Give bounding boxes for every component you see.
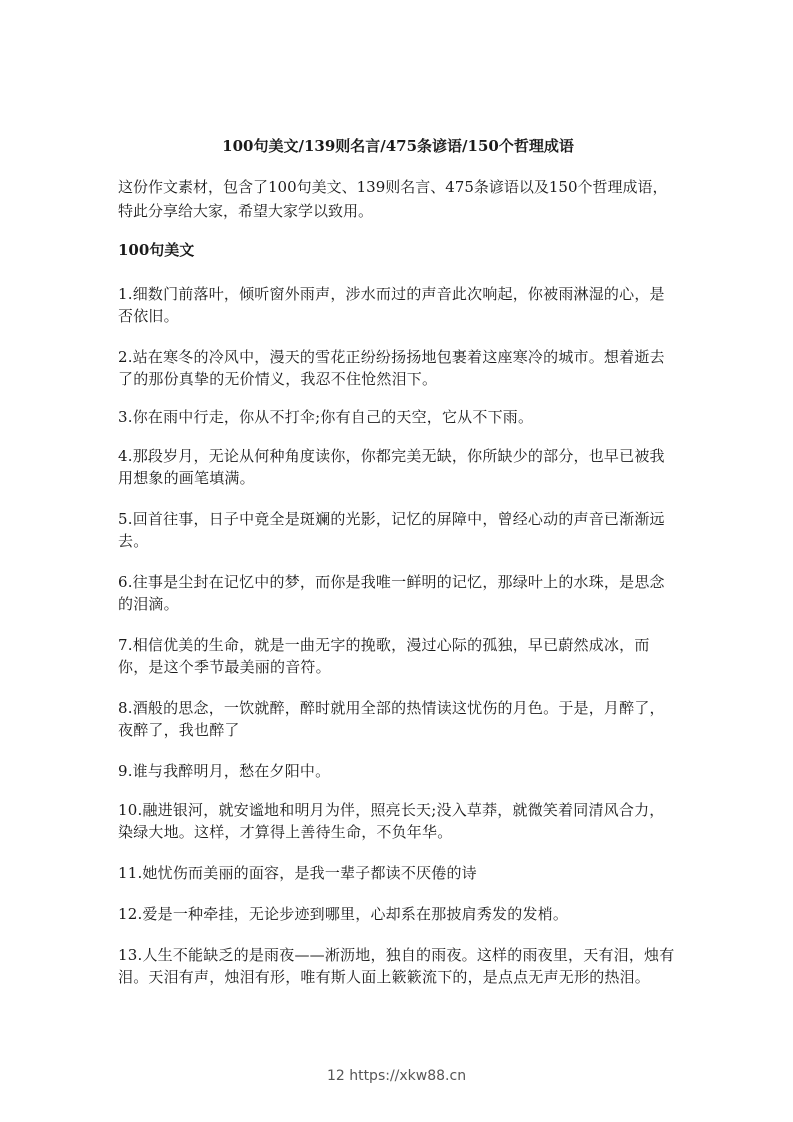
list-item: 2.站在寒冬的冷风中，漫天的雪花正纷纷扬扬地包裹着这座寒冷的城市。想着逝去了的那份真挚的无价情义，我忍不住怆然泪下。 xyxy=(118,348,665,388)
intro-paragraph: 这份作文素材，包含了100句美文、139则名言、475条谚语以及150个哲理成语，特此分享给大家，希望大家学以致用。 xyxy=(118,178,668,220)
list-item: 11.她忧伤而美丽的面容，是我一辈子都读不厌倦的诗 xyxy=(118,864,477,882)
list-item: 1.细数门前落叶，倾听窗外雨声，涉水而过的声音此次响起，你被雨淋湿的心，是否依旧。 xyxy=(118,285,665,325)
list-item: 5.回首往事，日子中竟全是斑斓的光影，记忆的屏障中，曾经心动的声音已渐渐远去。 xyxy=(118,510,665,550)
page-footer: 12 https://xkw88.cn xyxy=(326,1068,467,1084)
list-item: 7.相信优美的生命，就是一曲无字的挽歌，漫过心际的孤独，早已蔚然成冰，而你，是这个季节最美丽的音符。 xyxy=(118,636,650,676)
list-item: 3.你在雨中行走，你从不打伞;你有自己的天空，它从不下雨。 xyxy=(118,408,534,426)
list-item: 8.酒般的思念，一饮就醉，醉时就用全部的热情读这忧伤的月色。于是，月醉了，夜醉了，我也醉了 xyxy=(118,699,665,739)
list-item: 12.爱是一种牵挂，无论步迹到哪里，心却系在那披肩秀发的发梢。 xyxy=(118,905,569,923)
list-item: 4.那段岁月，无论从何种角度读你，你都完美无缺，你所缺少的部分，也早已被我用想象的画笔填满。 xyxy=(118,447,665,487)
list-item: 6.往事是尘封在记忆中的梦，而你是我唯一鲜明的记忆，那绿叶上的水珠，是思念的泪滴。 xyxy=(118,573,665,613)
list-item: 9.谁与我醉明月，愁在夕阳中。 xyxy=(118,762,331,780)
list-item: 13.人生不能缺乏的是雨夜——淅沥地，独自的雨夜。这样的雨夜里，天有泪，烛有泪。天泪有声，烛泪有形，唯有斯人面上簌簌流下的，是点点无声无形的热泪。 xyxy=(118,946,675,986)
section-heading: 100句美文 xyxy=(118,241,195,259)
list-item: 10.融进银河，就安谧地和明月为伴，照亮长天;没入草莽，就微笑着同清风合力，染绿大地。这样，才算得上善待生命，不负年华。 xyxy=(118,801,665,841)
document-title: 100句美文/139则名言/475条谚语/150个哲理成语 xyxy=(222,137,574,155)
